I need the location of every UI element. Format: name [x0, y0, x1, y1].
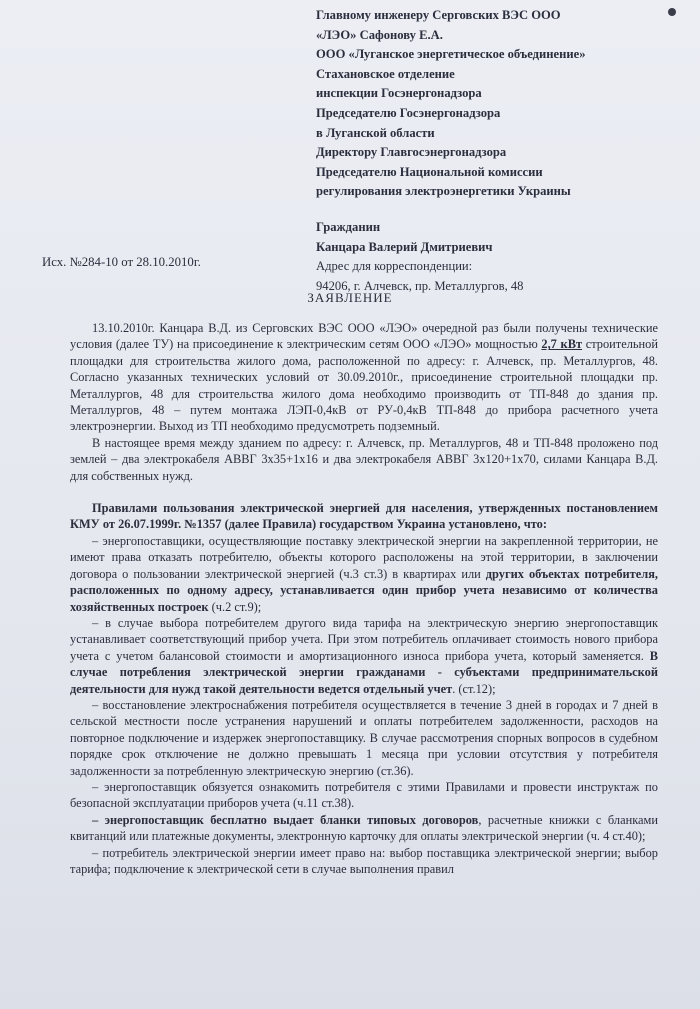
sender-name: Канцара Валерий Дмитриевич [316, 239, 493, 254]
rules-intro: Правилами пользования электрической энергией для населения, утвержденных постановлением КМУ от 26.07.1999г. №1357 (далее Правила) государством Украина установлено, что: [70, 501, 658, 532]
rule-item: – потребитель электрической энергии имеет право на: выбор поставщика электрической энергии; выбор тарифа; подключение к электрической сети в случае выполнения правил [70, 845, 658, 876]
recipient-line: Председателю Госэнергонадзора [316, 105, 501, 120]
paragraph-text: строительной площадки для строительства жилого дома, расположенной по адресу: г. Алчевск, пр. Металлургов, 48. Согласно указанных технических условий от 30.09.2010г., присоединение строительной площадки пр. Металлургов, 48 для строительства жилого дома необходимо производить от ТП-848 до здания пр. Металлургов, 48 – путем монтажа ЛЭП-0,4кВ от РУ-0,4кВ ТП-848 до прибора расчетного учета электроэнергии. Выход из ТП необходимо предусмотреть подземный. [70, 337, 659, 434]
recipient-line: инспекции Госэнергонадзора [316, 86, 482, 101]
paragraph-cables: В настоящее время между зданием по адресу: г. Алчевск, пр. Металлургов, 48 и ТП-848 проложено под землей – два электрокабеля АВВГ 3х35+1х16 и два электрокабеля АВВГ 3х120+1х70, силами Канцара В.Д. для собственных нужд. [70, 435, 658, 483]
rule-text: , расчетные книжки с бланками квитанций или платежные документы, электронную карточку для оплаты электрической энергии (ч. 4 ст.40); [70, 812, 658, 844]
recipient-line: регулирования электроэнергетики Украины [316, 184, 571, 199]
recipient-line: «ЛЭО» Сафонову Е.А. [316, 27, 443, 42]
addressee-block [316, 6, 688, 296]
rule-emphasis: – энергопоставщик бесплатно выдает бланки типовых договоров [92, 812, 479, 827]
document-body [70, 320, 658, 877]
rule-item [70, 812, 658, 845]
sender-address: 94206, г. Алчевск, пр. Металлургов, 48 [316, 278, 524, 293]
recipient-line: Председателю Национальной комиссии [316, 164, 543, 179]
recipient-line: Директору Главгосэнергонадзора [316, 145, 507, 160]
document-title: ЗАЯВЛЕНИЕ [307, 290, 393, 305]
rule-ref: . (ст.12); [452, 681, 496, 696]
paragraph-tech-conditions [70, 320, 658, 435]
address-label: Адрес для корреспонденции: [316, 259, 473, 274]
rule-item: – энергопоставщик обязуется ознакомить потребителя с этими Правилами и провести инструктаж по безопасной эксплуатации приборов учета (ч.11 ст.38). [70, 779, 658, 811]
paragraph-text: 13.10.2010г. Канцара В.Д. из Серговских ВЭС ООО «ЛЭО» очередной раз были получены технические условия (далее ТУ) на присоединение к электрическим сетям ООО «ЛЭО» мощностью [70, 321, 658, 352]
recipient-line: Стахановское отделение [316, 66, 455, 81]
rule-text: – энергопоставщики, осуществляющие поставку электрической энергии на закрепленной территории, не имеют права отказать потребителю, объекты которого расположены на этой территории, в заключении договора о пользовании электрической энергией (ч.3 ст.3) в квартирах или [70, 533, 658, 581]
recipient-line: ООО «Луганское энергетическое объединение» [316, 47, 586, 62]
rule-item [70, 533, 658, 615]
rule-text: – в случае выбора потребителем другого вида тарифа на электрическую энергию энергопоставщик устанавливает соответствующий прибор учета. При этом потребитель оплачивает стоимость нового прибора учета с учетом балансовой стоимости и амортизационного износа прибора учета, который заменяется. [70, 615, 658, 663]
sender-label: Гражданин [316, 219, 381, 234]
rule-item [70, 615, 658, 697]
recipient-line: Главному инженеру Серговских ВЭС ООО [316, 8, 561, 22]
rule-ref: (ч.2 ст.9); [208, 599, 262, 614]
recipient-line: в Луганской области [316, 125, 435, 140]
rule-emphasis: других объектах потребителя, расположенных по одному адресу, устанавливается один прибор учета независимо от количества хозяйственных построек [70, 566, 658, 614]
power-value: 2,7 кВт [541, 337, 583, 352]
rule-item: – восстановление электроснабжения потребителя осуществляется в течение 3 дней в городах и 7 дней в сельской местности после устранения нарушений и оплаты потребителем задолженности, расходов на повторное подключение и издержек энергопоставщику. В случае рассмотрения спорных вопросов в судебном порядке срок отключение не должно превышать 1 месяца при условии отсутствия у потребителя задолженности за потребленную электрическую энергию (ст.36). [70, 697, 658, 778]
rule-emphasis: В случае потребления электрической энергии гражданами - субъектами предпринимательской деятельности для нужд такой деятельности ведется отдельный учет [70, 648, 658, 696]
outgoing-reference: Исх. №284-10 от 28.10.2010г. [42, 255, 201, 269]
